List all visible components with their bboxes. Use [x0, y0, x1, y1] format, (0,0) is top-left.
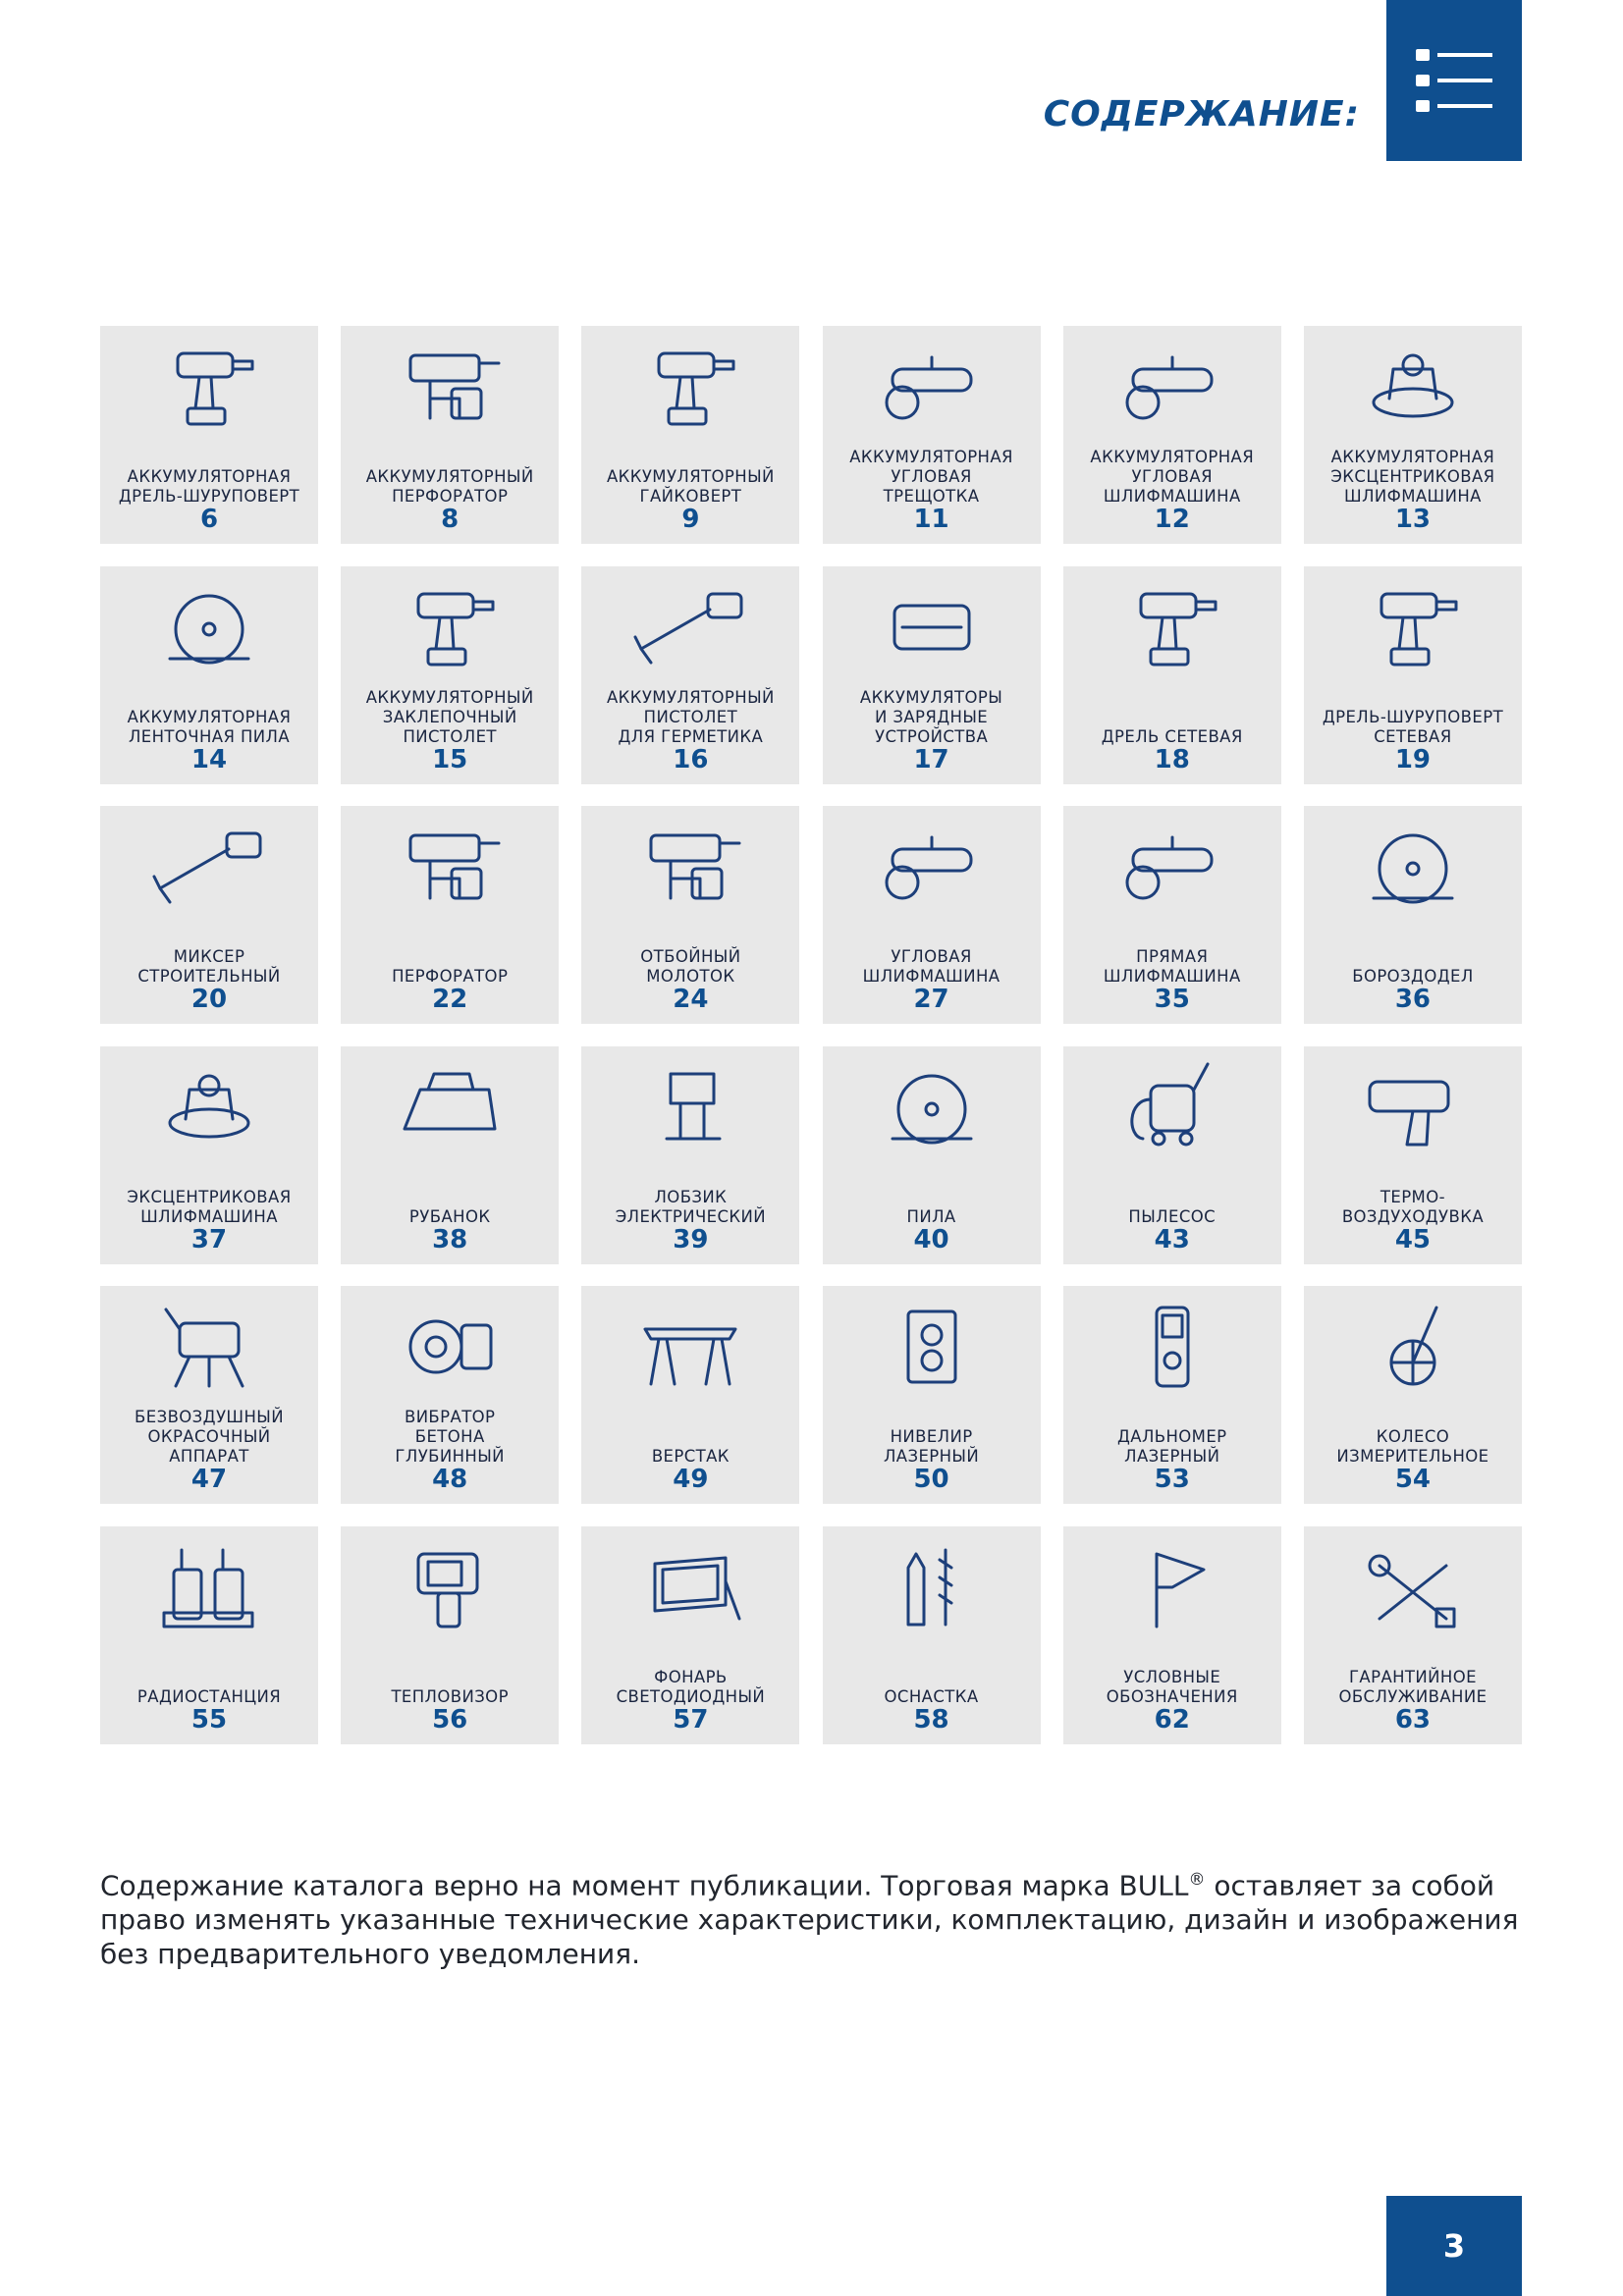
contents-card-label: ПИЛА [906, 1206, 956, 1226]
contents-card-page: 15 [432, 744, 468, 774]
contents-card[interactable] [823, 1046, 1041, 1264]
contents-card-label: ДАЛЬНОМЕР ЛАЗЕРНЫЙ [1116, 1427, 1227, 1467]
contents-card[interactable] [1063, 566, 1281, 784]
contents-card-page: 35 [1154, 985, 1190, 1015]
contents-card-label: ОТБОЙНЫЙ МОЛОТОК [640, 947, 741, 987]
contents-card-page: 8 [441, 505, 460, 534]
contents-card-page: 55 [190, 1704, 228, 1735]
contents-card[interactable] [823, 326, 1041, 544]
contents-card-label: АККУМУЛЯТОРНАЯ ДРЕЛЬ-ШУРУПОВЕРТ [118, 467, 300, 506]
contents-card[interactable] [581, 1526, 799, 1744]
caulk-gun-icon [622, 578, 759, 676]
toc-badge [1386, 0, 1522, 161]
contents-card-label: АККУМУЛЯТОРНАЯ УГЛОВАЯ ШЛИФМАШИНА [1090, 448, 1255, 506]
contents-card-label: ВЕРСТАК [651, 1447, 730, 1467]
contents-card-page: 54 [1394, 1465, 1432, 1495]
ratchet-icon [863, 338, 1001, 436]
contents-card-page: 62 [1154, 1704, 1190, 1735]
contents-card[interactable] [100, 1286, 318, 1504]
contents-card-page: 14 [190, 744, 228, 774]
contents-card-label: АККУМУЛЯТОРЫ И ЗАРЯДНЫЕ УСТРОЙСТВА [859, 687, 1003, 746]
contents-card-page: 57 [673, 1704, 709, 1735]
contents-card-page: 49 [673, 1465, 709, 1495]
contents-card-page: 53 [1154, 1465, 1190, 1495]
contents-card-page: 56 [432, 1704, 468, 1735]
contents-card-label: АККУМУЛЯТОРНАЯ ЛЕНТОЧНАЯ ПИЛА [127, 707, 292, 746]
contents-card[interactable] [341, 1286, 559, 1504]
jigsaw-icon [622, 1058, 759, 1156]
contents-card-page: 43 [1154, 1224, 1190, 1255]
rangefinder-icon [1104, 1298, 1241, 1396]
contents-card[interactable] [581, 566, 799, 784]
contents-card-page: 47 [190, 1465, 228, 1495]
contents-card-page: 24 [673, 985, 709, 1015]
contents-card[interactable] [1063, 326, 1281, 544]
contents-card-label: ТЕПЛОВИЗОР [391, 1686, 509, 1706]
contents-card-page: 18 [1154, 744, 1190, 774]
contents-card[interactable] [100, 806, 318, 1024]
cordless-drill-icon [140, 338, 278, 436]
contents-card-label: РАДИОСТАНЦИЯ [136, 1686, 282, 1706]
wrench-screwdriver-icon [1344, 1538, 1482, 1636]
contents-card-label: ПРЯМАЯ ШЛИФМАШИНА [1103, 947, 1241, 987]
contents-card-page: 36 [1394, 985, 1432, 1015]
impact-wrench-icon [622, 338, 759, 436]
page-number: 3 [1386, 2196, 1522, 2296]
contents-card[interactable] [1304, 566, 1522, 784]
vacuum-icon [1104, 1058, 1241, 1156]
planer-icon [381, 1058, 518, 1156]
contents-card-page: 17 [913, 744, 949, 774]
contents-card-label: АККУМУЛЯТОРНАЯ УГЛОВАЯ ТРЕЩОТКА [849, 448, 1013, 506]
contents-card-label: ТЕРМО- ВОЗДУХОДУВКА [1341, 1187, 1485, 1226]
contents-card-label: УСЛОВНЫЕ ОБОЗНАЧЕНИЯ [1106, 1667, 1238, 1706]
contents-card[interactable] [823, 1286, 1041, 1504]
contents-card-page: 20 [190, 985, 228, 1015]
contents-card-page: 12 [1154, 505, 1190, 534]
contents-card[interactable] [823, 806, 1041, 1024]
angle-grinder-icon [863, 818, 1001, 916]
contents-card-page: 38 [432, 1224, 468, 1255]
contents-card-page: 22 [432, 985, 468, 1015]
contents-card-page: 13 [1394, 505, 1432, 534]
contents-card-page: 16 [673, 744, 709, 774]
contents-card-label: АККУМУЛЯТОРНЫЙ ПИСТОЛЕТ ДЛЯ ГЕРМЕТИКА [606, 687, 775, 746]
contents-card[interactable] [823, 1526, 1041, 1744]
corded-drill-icon [1104, 578, 1241, 676]
contents-card[interactable] [341, 326, 559, 544]
contents-card-label: БОРОЗДОДЕЛ [1352, 967, 1474, 987]
radio-icon [140, 1538, 278, 1636]
circular-saw-icon [863, 1058, 1001, 1156]
contents-card-label: АККУМУЛЯТОРНАЯ ЭКСЦЕНТРИКОВАЯ ШЛИФМАШИНА [1330, 448, 1495, 506]
contents-card-label: ДРЕЛЬ СЕТЕВАЯ [1101, 726, 1243, 746]
workbench-icon [622, 1298, 759, 1396]
contents-card-label: ГАРАНТИЙНОЕ ОБСЛУЖИВАНИЕ [1338, 1667, 1488, 1706]
contents-card[interactable] [1304, 1286, 1522, 1504]
contents-card-label: АККУМУЛЯТОРНЫЙ ГАЙКОВЕРТ [606, 467, 775, 506]
contents-card[interactable] [1063, 1526, 1281, 1744]
contents-card-label: ДРЕЛЬ-ШУРУПОВЕРТ СЕТЕВАЯ [1322, 707, 1504, 746]
contents-card[interactable] [1304, 326, 1522, 544]
contents-card-label: РУБАНОК [408, 1206, 491, 1226]
contents-card[interactable] [581, 1286, 799, 1504]
contents-card-page: 39 [673, 1224, 709, 1255]
contents-card[interactable] [100, 566, 318, 784]
contents-card-page: 6 [199, 505, 219, 534]
contents-card-page: 40 [913, 1224, 949, 1255]
contents-grid [100, 326, 1522, 1744]
contents-card[interactable] [100, 1526, 318, 1744]
contents-card-label: ВИБРАТОР БЕТОНА ГЛУБИННЫЙ [395, 1408, 505, 1467]
contents-card-page: 37 [190, 1224, 228, 1255]
band-saw-icon [140, 578, 278, 676]
contents-card-page: 9 [681, 505, 700, 534]
cordless-rotary-hammer-icon [381, 338, 518, 436]
contents-card[interactable] [581, 1046, 799, 1264]
mixer-icon [140, 818, 278, 916]
contents-card-page: 58 [913, 1704, 949, 1735]
disclaimer-text-before: Содержание каталога верно на момент публикации. Торговая марка BULL [100, 1869, 1189, 1902]
cordless-angle-grinder-icon [1104, 338, 1241, 436]
list-icon [1412, 45, 1496, 116]
contents-card-page: 50 [913, 1465, 949, 1495]
contents-card-label: КОЛЕСО ИЗМЕРИТЕЛЬНОЕ [1336, 1427, 1489, 1467]
registered-mark: ® [1188, 1870, 1206, 1890]
contents-card[interactable] [1063, 1286, 1281, 1504]
contents-card-label: ПЕРФОРАТОР [392, 967, 509, 987]
thermal-imager-icon [381, 1538, 518, 1636]
contents-card[interactable] [1304, 1526, 1522, 1744]
contents-card-page: 19 [1394, 744, 1432, 774]
contents-card[interactable] [100, 1046, 318, 1264]
orbital-sander-icon [140, 1058, 278, 1156]
contents-card-page: 45 [1394, 1224, 1432, 1255]
demolition-hammer-icon [622, 818, 759, 916]
contents-card-label: БЕЗВОЗДУШНЫЙ ОКРАСОЧНЫЙ АППАРАТ [135, 1408, 284, 1467]
contents-card-label: ПЫЛЕСОС [1128, 1206, 1217, 1226]
contents-card[interactable] [341, 806, 559, 1024]
contents-card-page: 63 [1394, 1704, 1432, 1735]
contents-card[interactable] [1063, 806, 1281, 1024]
concrete-vibrator-icon [381, 1298, 518, 1396]
paint-sprayer-icon [140, 1298, 278, 1396]
heat-gun-icon [1344, 1058, 1482, 1156]
contents-card-label: ЛОБЗИК ЭЛЕКТРИЧЕСКИЙ [615, 1187, 767, 1226]
page-title: СОДЕРЖАНИЕ: [1043, 94, 1360, 134]
contents-card[interactable] [1304, 1046, 1522, 1264]
contents-card[interactable] [823, 566, 1041, 784]
disclaimer [100, 1863, 1534, 1971]
contents-card-label: НИВЕЛИР ЛАЗЕРНЫЙ [883, 1427, 980, 1467]
contents-card-page: 27 [913, 985, 949, 1015]
contents-card[interactable] [1063, 1046, 1281, 1264]
measuring-wheel-icon [1344, 1298, 1482, 1396]
corded-drill-driver-icon [1344, 578, 1482, 676]
rivet-gun-icon [381, 578, 518, 676]
contents-card[interactable] [100, 326, 318, 544]
cordless-orbital-sander-icon [1344, 338, 1482, 436]
contents-card-page: 11 [913, 505, 949, 534]
contents-card-label: УГЛОВАЯ ШЛИФМАШИНА [862, 947, 1001, 987]
contents-card[interactable] [341, 1046, 559, 1264]
contents-card-label: МИКСЕР СТРОИТЕЛЬНЫЙ [137, 947, 281, 987]
contents-card-label: ОСНАСТКА [884, 1686, 979, 1706]
contents-card-label: ФОНАРЬ СВЕТОДИОДНЫЙ [616, 1667, 766, 1706]
disclaimer-text-after: оставляет за собой право изменять указанные технические характеристики, комплектацию, дизайн и изображения без предварительного уведомления. [100, 1869, 1519, 1971]
battery-icon [863, 578, 1001, 676]
floodlight-icon [622, 1538, 759, 1636]
contents-card-label: АККУМУЛЯТОРНЫЙ ПЕРФОРАТОР [365, 467, 534, 506]
wall-chaser-icon [1344, 818, 1482, 916]
flag-icon [1104, 1538, 1241, 1636]
rotary-hammer-icon [381, 818, 518, 916]
contents-card-label: ЭКСЦЕНТРИКОВАЯ ШЛИФМАШИНА [127, 1187, 292, 1226]
contents-card[interactable] [581, 326, 799, 544]
contents-card[interactable] [581, 806, 799, 1024]
contents-card[interactable] [341, 566, 559, 784]
contents-card[interactable] [341, 1526, 559, 1744]
bits-icon [863, 1538, 1001, 1636]
contents-card[interactable] [1304, 806, 1522, 1024]
straight-grinder-icon [1104, 818, 1241, 916]
contents-card-page: 48 [432, 1465, 468, 1495]
contents-card-label: АККУМУЛЯТОРНЫЙ ЗАКЛЕПОЧНЫЙ ПИСТОЛЕТ [365, 687, 534, 746]
laser-level-icon [863, 1298, 1001, 1396]
